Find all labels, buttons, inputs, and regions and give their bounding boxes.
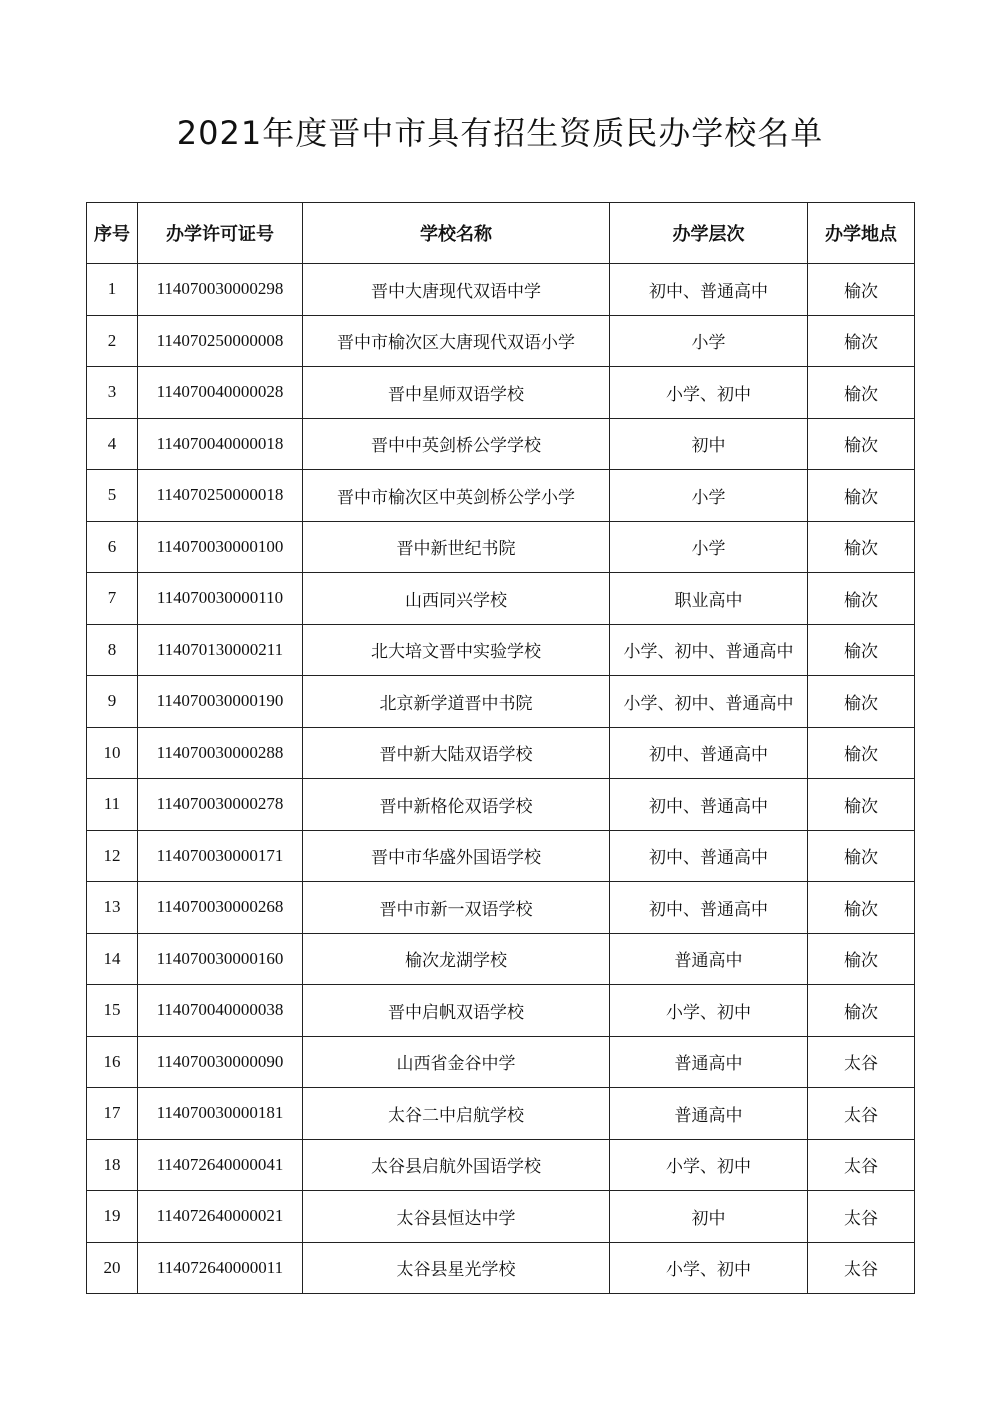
cell-location: 榆次 — [808, 264, 915, 316]
cell-location: 榆次 — [808, 367, 915, 419]
cell-school-name: 晋中市华盛外国语学校 — [303, 830, 610, 882]
table-row — [87, 933, 915, 985]
cell-license: 114072640000011 — [138, 1242, 303, 1294]
cell-license: 114070040000038 — [138, 985, 303, 1037]
table-row — [87, 315, 915, 367]
table-row — [87, 521, 915, 573]
cell-license: 114072640000021 — [138, 1191, 303, 1243]
cell-location: 太谷 — [808, 1242, 915, 1294]
cell-level: 初中、普通高中 — [610, 727, 808, 779]
table-row — [87, 367, 915, 419]
cell-location: 太谷 — [808, 1088, 915, 1140]
cell-license: 114070250000008 — [138, 315, 303, 367]
cell-license: 114070030000268 — [138, 882, 303, 934]
table-row — [87, 727, 915, 779]
cell-level: 初中、普通高中 — [610, 779, 808, 831]
cell-no: 19 — [87, 1191, 138, 1243]
cell-license: 114070040000018 — [138, 418, 303, 470]
cell-location: 太谷 — [808, 1191, 915, 1243]
cell-school-name: 晋中新格伦双语学校 — [303, 779, 610, 831]
cell-level: 初中、普通高中 — [610, 830, 808, 882]
cell-license: 114070030000278 — [138, 779, 303, 831]
cell-no: 12 — [87, 830, 138, 882]
table-row — [87, 985, 915, 1037]
cell-no: 16 — [87, 1036, 138, 1088]
cell-license: 114070030000298 — [138, 264, 303, 316]
cell-level: 小学 — [610, 470, 808, 522]
table-row — [87, 264, 915, 316]
cell-school-name: 晋中中英剑桥公学学校 — [303, 418, 610, 470]
cell-license: 114070030000171 — [138, 830, 303, 882]
cell-school-name: 山西同兴学校 — [303, 573, 610, 625]
cell-location: 榆次 — [808, 830, 915, 882]
cell-license: 114070030000160 — [138, 933, 303, 985]
table-row — [87, 779, 915, 831]
cell-no: 3 — [87, 367, 138, 419]
cell-location: 太谷 — [808, 1036, 915, 1088]
cell-location: 榆次 — [808, 727, 915, 779]
cell-location: 榆次 — [808, 985, 915, 1037]
header-level: 办学层次 — [610, 203, 808, 264]
cell-no: 18 — [87, 1139, 138, 1191]
table-row — [87, 676, 915, 728]
cell-level: 普通高中 — [610, 1036, 808, 1088]
cell-school-name: 太谷县恒达中学 — [303, 1191, 610, 1243]
cell-level: 小学、初中 — [610, 1242, 808, 1294]
cell-school-name: 晋中市新一双语学校 — [303, 882, 610, 934]
cell-school-name: 山西省金谷中学 — [303, 1036, 610, 1088]
cell-license: 114070130000211 — [138, 624, 303, 676]
header-school-name: 学校名称 — [303, 203, 610, 264]
cell-school-name: 晋中新世纪书院 — [303, 521, 610, 573]
table-row — [87, 1139, 915, 1191]
cell-no: 1 — [87, 264, 138, 316]
cell-school-name: 太谷县启航外国语学校 — [303, 1139, 610, 1191]
header-no: 序号 — [87, 203, 138, 264]
cell-level: 小学 — [610, 315, 808, 367]
cell-school-name: 太谷二中启航学校 — [303, 1088, 610, 1140]
cell-license: 114072640000041 — [138, 1139, 303, 1191]
table-row — [87, 418, 915, 470]
table-row — [87, 882, 915, 934]
cell-no: 10 — [87, 727, 138, 779]
cell-school-name: 太谷县星光学校 — [303, 1242, 610, 1294]
cell-no: 6 — [87, 521, 138, 573]
cell-location: 榆次 — [808, 573, 915, 625]
cell-location: 榆次 — [808, 315, 915, 367]
cell-level: 小学、初中、普通高中 — [610, 676, 808, 728]
cell-no: 8 — [87, 624, 138, 676]
cell-location: 榆次 — [808, 676, 915, 728]
cell-location: 太谷 — [808, 1139, 915, 1191]
cell-location: 榆次 — [808, 779, 915, 831]
cell-school-name: 晋中大唐现代双语中学 — [303, 264, 610, 316]
cell-location: 榆次 — [808, 470, 915, 522]
cell-level: 普通高中 — [610, 933, 808, 985]
cell-school-name: 北京新学道晋中书院 — [303, 676, 610, 728]
table-row — [87, 1036, 915, 1088]
cell-license: 114070030000100 — [138, 521, 303, 573]
cell-level: 初中、普通高中 — [610, 264, 808, 316]
cell-no: 14 — [87, 933, 138, 985]
cell-no: 15 — [87, 985, 138, 1037]
cell-location: 榆次 — [808, 418, 915, 470]
cell-school-name: 晋中启帆双语学校 — [303, 985, 610, 1037]
cell-school-name: 晋中市榆次区大唐现代双语小学 — [303, 315, 610, 367]
cell-school-name: 晋中新大陆双语学校 — [303, 727, 610, 779]
cell-level: 初中、普通高中 — [610, 882, 808, 934]
table-row — [87, 1191, 915, 1243]
cell-level: 普通高中 — [610, 1088, 808, 1140]
cell-license: 114070030000110 — [138, 573, 303, 625]
cell-level: 小学、初中、普通高中 — [610, 624, 808, 676]
cell-school-name: 晋中市榆次区中英剑桥公学小学 — [303, 470, 610, 522]
table-row — [87, 470, 915, 522]
cell-school-name: 榆次龙湖学校 — [303, 933, 610, 985]
cell-license: 114070030000181 — [138, 1088, 303, 1140]
cell-location: 榆次 — [808, 521, 915, 573]
cell-no: 13 — [87, 882, 138, 934]
cell-license: 114070040000028 — [138, 367, 303, 419]
cell-level: 职业高中 — [610, 573, 808, 625]
cell-location: 榆次 — [808, 933, 915, 985]
table-row — [87, 1088, 915, 1140]
cell-no: 17 — [87, 1088, 138, 1140]
cell-no: 4 — [87, 418, 138, 470]
cell-location: 榆次 — [808, 882, 915, 934]
cell-level: 初中 — [610, 418, 808, 470]
school-list-table — [86, 202, 915, 1294]
cell-level: 小学、初中 — [610, 1139, 808, 1191]
table-row — [87, 624, 915, 676]
cell-level: 初中 — [610, 1191, 808, 1243]
table-header-row — [87, 203, 915, 264]
cell-no: 11 — [87, 779, 138, 831]
cell-level: 小学 — [610, 521, 808, 573]
cell-no: 9 — [87, 676, 138, 728]
cell-license: 114070030000190 — [138, 676, 303, 728]
page-title: 2021年度晋中市具有招生资质民办学校名单 — [176, 114, 824, 152]
table-row — [87, 1242, 915, 1294]
table-body — [87, 264, 915, 1294]
cell-license: 114070250000018 — [138, 470, 303, 522]
header-license: 办学许可证号 — [138, 203, 303, 264]
cell-license: 114070030000090 — [138, 1036, 303, 1088]
cell-school-name: 晋中星师双语学校 — [303, 367, 610, 419]
cell-school-name: 北大培文晋中实验学校 — [303, 624, 610, 676]
table-row — [87, 830, 915, 882]
cell-level: 小学、初中 — [610, 985, 808, 1037]
cell-no: 2 — [87, 315, 138, 367]
cell-license: 114070030000288 — [138, 727, 303, 779]
cell-no: 5 — [87, 470, 138, 522]
cell-no: 7 — [87, 573, 138, 625]
table-row — [87, 573, 915, 625]
header-location: 办学地点 — [808, 203, 915, 264]
cell-no: 20 — [87, 1242, 138, 1294]
cell-location: 榆次 — [808, 624, 915, 676]
cell-level: 小学、初中 — [610, 367, 808, 419]
